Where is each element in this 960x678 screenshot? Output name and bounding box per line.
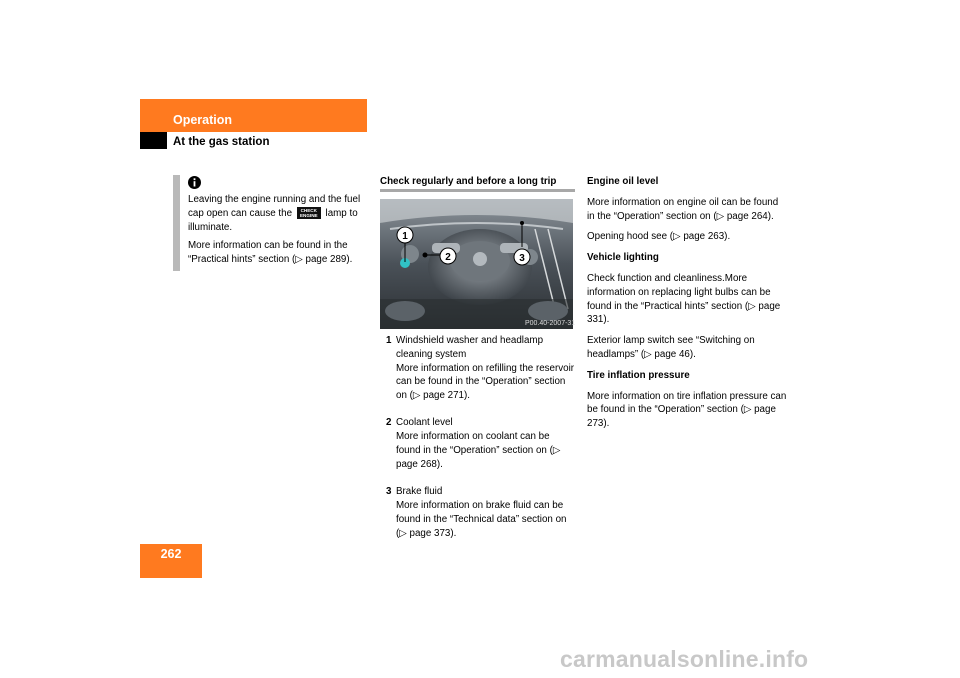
hood-text: Opening hood see (▷ page 263). [587,231,731,243]
list-item: 1 Windshield washer and headlamp cleaning system More information on refilling the reservoir can be found in the “Operation” section on (▷ page 271). [386,335,575,402]
watermark: carmanualsonline.info [560,646,809,672]
info-icon [188,176,201,189]
svg-text:3: 3 [519,253,525,264]
check-engine-lamp-icon: CHECK ENGINE [297,207,321,219]
tire-heading: Tire inflation pressure [587,369,690,381]
info-note-reference: More information can be found in the “Practical hints” section (▷ page 289). [188,240,353,266]
lighting-text: Check function and cleanliness.More information on replacing light bulbs can be found in the “Practical hints” section (▷ page 331). [587,272,781,326]
item-title: Windshield washer and headlamp cleaning system [396,335,544,360]
heading-rule [380,189,575,192]
check-heading: Check regularly and before a long trip [380,176,557,187]
item-text: More information on refilling the reservoir can be found in the “Operation” section on (▷ page 271). [396,362,575,402]
subsection-title: At the gas station [173,136,270,148]
svg-text:1: 1 [402,231,408,242]
info-note-bar [173,175,180,271]
item-title: Brake fluid [396,486,443,498]
lighting-heading: Vehicle lighting [587,252,659,264]
lamp-switch-text: Exterior lamp switch see “Switching on headlamps” (▷ page 46). [587,335,755,360]
callout-2 [440,248,456,264]
section-title: Operation [173,113,233,127]
right-column [587,175,787,438]
list-item: 2 Coolant level More information on coolant can be found in the “Operation” section on (▷ page 268). [386,416,576,471]
photo-code: P00.40-2007-31 [525,320,576,327]
item-text: More information on coolant can be found in the “Operation” section on (▷ page 268). [396,431,561,470]
check-list [386,334,576,554]
oil-text: More information on engine oil can be found in the “Operation” section on (▷ page 264). [587,196,779,222]
info-note [188,193,368,272]
info-note-paragraph: Leaving the engine running and the fuel cap open can cause the CHECK ENGINE lamp to illuminate. [188,194,361,233]
callout-1 [397,227,413,243]
callout-3 [514,249,530,265]
list-item: 3 Brake fluid More information on brake fluid can be found in the “Technical data” section on (▷ page 373). [386,485,576,540]
page-number: 262 [160,547,182,561]
engine-bay-photo [380,199,576,329]
item-title: Coolant level [396,417,453,429]
header-marker [140,132,167,149]
oil-heading: Engine oil level [587,176,659,187]
svg-text:2: 2 [445,252,451,263]
tire-text: More information on tire inflation pressure can be found in the “Operation” section (▷ page 273). [587,390,787,430]
item-text: More information on brake fluid can be found in the “Technical data” section on (▷ page 373). [396,499,567,539]
